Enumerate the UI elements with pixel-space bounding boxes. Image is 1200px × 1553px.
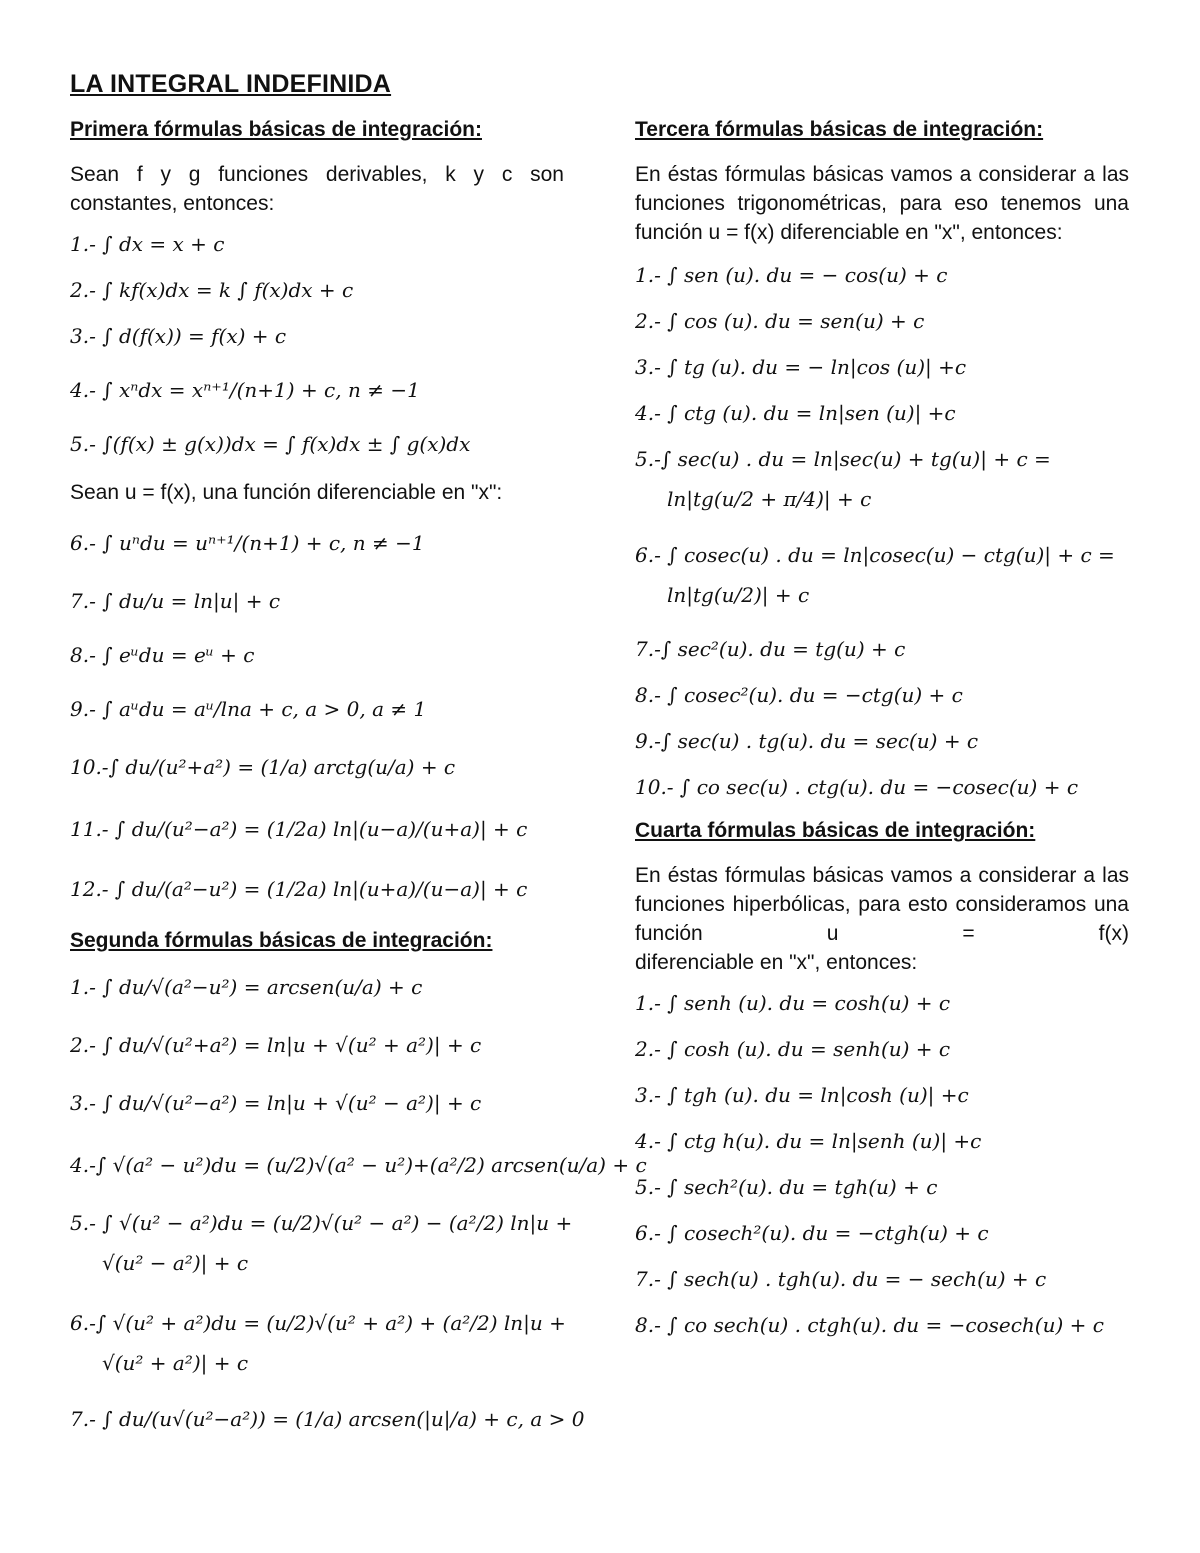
- formula-1-8: 8.- ∫ eᵘdu = eᵘ + c: [70, 643, 255, 667]
- formula-4-5: 5.- ∫ sech²(u). du = tgh(u) + c: [635, 1175, 938, 1199]
- formula-4-2: 2.- ∫ cosh (u). du = senh(u) + c: [635, 1037, 951, 1061]
- formula-2-6-continued: √(u² + a²)| + c: [102, 1351, 249, 1375]
- intro-hyperbolic: En éstas fórmulas básicas vamos a considerar a las funciones hiperbólicas, para esto consideramos una función u = f(x): [635, 864, 1129, 945]
- intro-trigonometric: En éstas fórmulas básicas vamos a considerar a las funciones trigonométricas, para eso tenemos una función u = f(x) diferenciable en "x", entonces:: [635, 163, 1129, 244]
- formula-4-8: 8.- ∫ co sech(u) . ctgh(u). du = −cosech(u) + c: [635, 1313, 1104, 1337]
- formula-3-5: 5.-∫ sec(u) . du = ln|sec(u) + tg(u)| + c =: [635, 447, 1051, 471]
- formula-3-3: 3.- ∫ tg (u). du = − ln|cos (u)| +c: [635, 355, 967, 379]
- formula-2-6: 6.-∫ √(u² + a²)du = (u/2)√(u² + a²) + (a²/2) ln|u +: [70, 1311, 566, 1335]
- formula-1-1: 1.- ∫ dx = x + c: [70, 232, 225, 256]
- formula-3-10: 10.- ∫ co sec(u) . ctg(u). du = −cosec(u) + c: [635, 775, 1079, 799]
- formula-4-7: 7.- ∫ sech(u) . tgh(u). du = − sech(u) + c: [635, 1267, 1047, 1291]
- formula-3-7: 7.-∫ sec²(u). du = tg(u) + c: [635, 637, 906, 661]
- formula-3-4: 4.- ∫ ctg (u). du = ln|sen (u)| +c: [635, 401, 956, 425]
- formula-3-6-continued: ln|tg(u/2)| + c: [667, 583, 810, 607]
- formula-4-3: 3.- ∫ tgh (u). du = ln|cosh (u)| +c: [635, 1083, 969, 1107]
- formula-3-8: 8.- ∫ cosec²(u). du = −ctg(u) + c: [635, 683, 963, 707]
- formula-2-5: 5.- ∫ √(u² − a²)du = (u/2)√(u² − a²) − (a²/2) ln|u +: [70, 1211, 573, 1235]
- formula-1-5: 5.- ∫(f(x) ± g(x))dx = ∫ f(x)dx ± ∫ g(x)dx: [70, 432, 471, 456]
- formula-1-6: 6.- ∫ uⁿdu = uⁿ⁺¹/(n+1) + c, n ≠ −1: [70, 531, 425, 555]
- formula-3-2: 2.- ∫ cos (u). du = sen(u) + c: [635, 309, 925, 333]
- right-column: [635, 118, 1129, 1359]
- formula-3-5-continued: ln|tg(u/2 + π/4)| + c: [667, 487, 872, 511]
- formula-2-2: 2.- ∫ du/√(u²+a²) = ln|u + √(u² + a²)| + c: [70, 1033, 482, 1057]
- section-heading-tercera: Tercera fórmulas básicas de integración:: [635, 118, 1044, 141]
- intro-paragraph: Sean f y g funciones derivables, k y c son constantes, entonces:: [70, 163, 564, 215]
- left-column: [70, 118, 647, 1453]
- formula-1-7: 7.- ∫ du/u = ln|u| + c: [70, 589, 281, 613]
- formula-1-4: 4.- ∫ xⁿdx = xⁿ⁺¹/(n+1) + c, n ≠ −1: [70, 378, 420, 402]
- formula-4-4: 4.- ∫ ctg h(u). du = ln|senh (u)| +c: [635, 1129, 982, 1153]
- formula-4-6: 6.- ∫ cosech²(u). du = −ctgh(u) + c: [635, 1221, 989, 1245]
- formula-3-1: 1.- ∫ sen (u). du = − cos(u) + c: [635, 263, 948, 287]
- formula-4-1: 1.- ∫ senh (u). du = cosh(u) + c: [635, 991, 951, 1015]
- formula-2-7: 7.- ∫ du/(u√(u²−a²)) = (1/a) arcsen(|u|/a) + c, a > 0: [70, 1407, 585, 1431]
- section-heading-segunda: Segunda fórmulas básicas de integración:: [70, 929, 493, 952]
- formula-2-3: 3.- ∫ du/√(u²−a²) = ln|u + √(u² − a²)| + c: [70, 1091, 482, 1115]
- formula-1-11: 11.- ∫ du/(u²−a²) = (1/2a) ln|(u−a)/(u+a)| + c: [70, 817, 528, 841]
- page-title: LA INTEGRAL INDEFINIDA: [70, 70, 392, 98]
- formula-1-12: 12.- ∫ du/(a²−u²) = (1/2a) ln|(u+a)/(u−a)| + c: [70, 877, 528, 901]
- section-heading-primera: Primera fórmulas básicas de integración:: [70, 118, 482, 141]
- section-heading-cuarta: Cuarta fórmulas básicas de integración:: [635, 819, 1036, 842]
- formula-1-10: 10.-∫ du/(u²+a²) = (1/a) arctg(u/a) + c: [70, 755, 456, 779]
- formula-3-9: 9.-∫ sec(u) . tg(u). du = sec(u) + c: [635, 729, 979, 753]
- intro-hyperbolic-end: diferenciable en "x", entonces:: [635, 951, 918, 974]
- formula-2-1: 1.- ∫ du/√(a²−u²) = arcsen(u/a) + c: [70, 975, 423, 999]
- formula-3-6: 6.- ∫ cosec(u) . du = ln|cosec(u) − ctg(u)| + c =: [635, 543, 1115, 567]
- formula-1-9: 9.- ∫ aᵘdu = aᵘ/lna + c, a > 0, a ≠ 1: [70, 697, 427, 721]
- formula-1-2: 2.- ∫ kf(x)dx = k ∫ f(x)dx + c: [70, 278, 354, 302]
- formula-1-3: 3.- ∫ d(f(x)) = f(x) + c: [70, 324, 287, 348]
- formula-2-4: 4.-∫ √(a² − u²)du = (u/2)√(a² − u²)+(a²/2) arcsen(u/a) + c: [70, 1153, 647, 1177]
- variable-definition: Sean u = f(x), una función diferenciable en "x":: [70, 481, 503, 504]
- formula-2-5-continued: √(u² − a²)| + c: [102, 1251, 249, 1275]
